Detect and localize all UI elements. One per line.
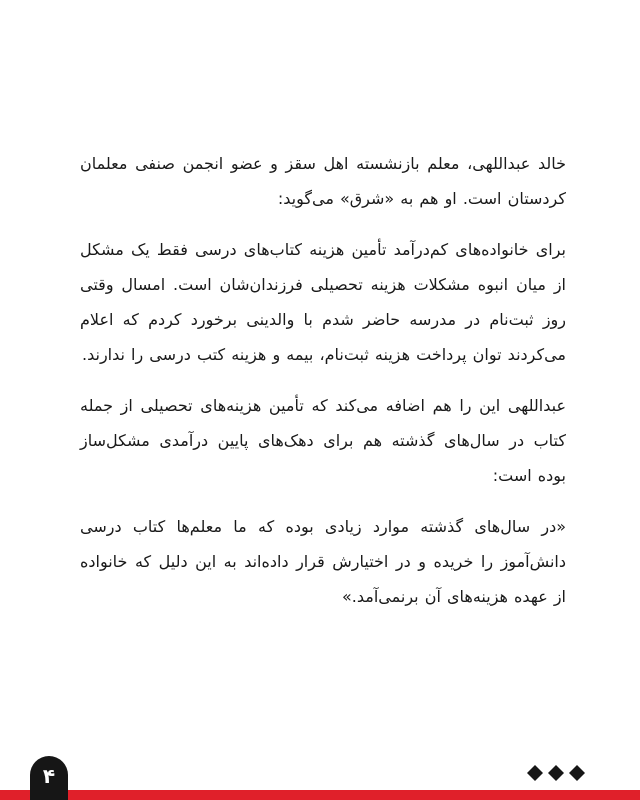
paragraph-quote-costs: برای خانواده‌های کم‌درآمد تأمین هزینه کتاب‌های درسی فقط یک مشکل از میان انبوه مشکلات هزینه تحصیلی فرزندان‌شان است. امسال وقتی روز ثبت‌نام در مدرسه حاضر شدم با والدینی برخورد کردم که اعلام می‌کردند توان پرداخت هزینه ثبت‌نام، بیمه و هزینه کتب درسی را ندارند.	[80, 240, 566, 364]
three-dot-logo-icon	[524, 762, 588, 784]
page-number-badge	[30, 756, 68, 800]
paragraph-additional: عبداللهی این را هم اضافه می‌کند که تأمین هزینه‌های تحصیلی از جمله کتاب در سال‌های گذشته هم برای دهک‌های پایین درآمدی مشکل‌ساز بوده است:	[80, 396, 566, 485]
article-body	[80, 146, 566, 630]
page-number: ۴	[42, 764, 56, 788]
paragraph-intro: خالد عبداللهی، معلم بازنشسته اهل سقز و عضو انجمن صنفی معلمان کردستان است. او هم به «شرق» می‌گوید:	[80, 154, 566, 208]
paragraph-quote-teachers: «در سال‌های گذشته موارد زیادی بوده که ما معلم‌ها کتاب درسی دانش‌آموز را خریده و در اختیارش قرار داده‌اند به این دلیل که خانواده از عهده هزینه‌های آن برنمی‌آمد.»	[80, 517, 566, 606]
footer-red-bar	[0, 790, 640, 800]
